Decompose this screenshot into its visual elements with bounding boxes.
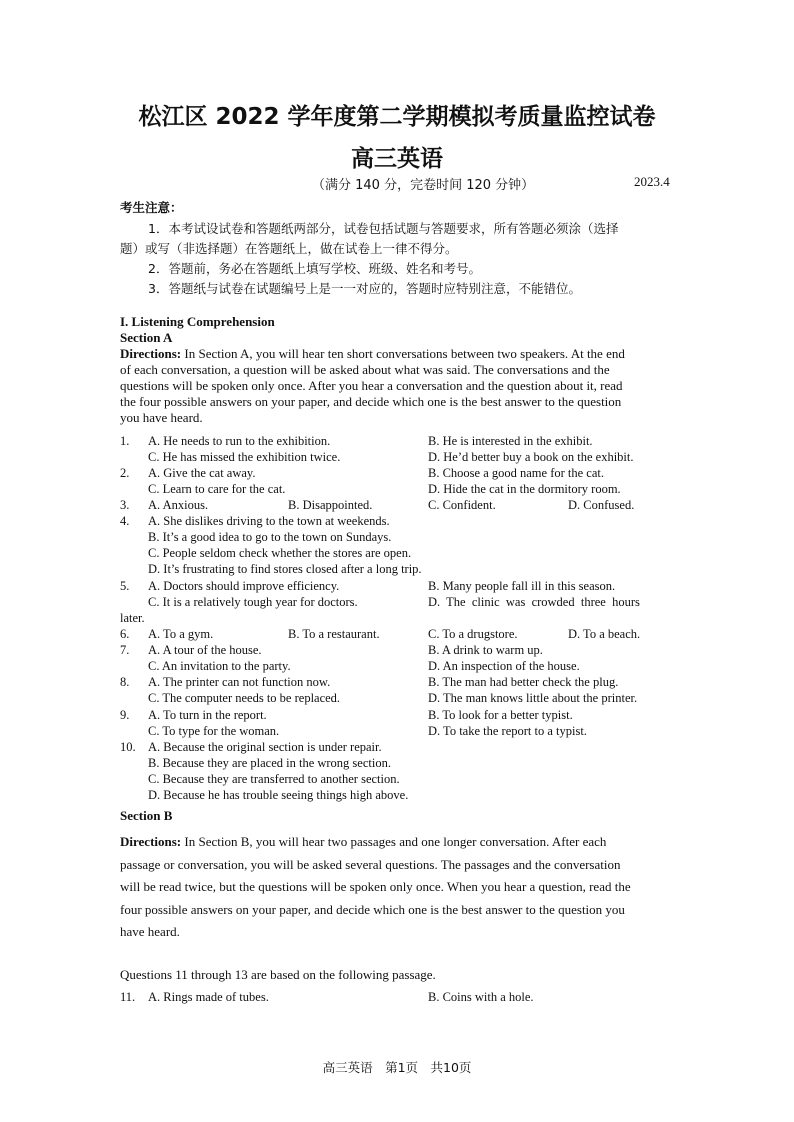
option-c: C. Confident. [428,498,496,512]
option-d: D. It’s frustrating to find stores closed after a long trip. [148,562,422,576]
exam-subject: 高三英语 [351,146,443,172]
exam-title: 松江区 2022 学年度第二学期模拟考质量监控试卷 [138,104,656,130]
option-a: A. Because the original section is under repair. [148,740,382,754]
option-d: D. The man knows little about the printer. [428,691,638,705]
option-b: B. Coins with a hole. [428,990,534,1004]
option-b: B. To look for a better typist. [428,708,573,722]
option-c: C. People seldom check whether the stores are open. [148,546,412,560]
option-d: D. He’d better buy a book on the exhibit. [428,450,634,464]
option-d: D. Confused. [568,498,635,512]
option-c: C. It is a relatively tough year for doctors. [148,595,358,609]
option-b: B. It’s a good idea to go to the town on Sundays. [148,530,392,544]
option-c: C. He has missed the exhibition twice. [148,450,341,464]
option-a: A. The printer can not function now. [148,675,331,689]
notice-item-1: 1．本考试设试卷和答题纸两部分，试卷包括试题与答题要求，所有答题必须涂（选择 [148,221,619,236]
option-b: B. Many people fall ill in this season. [428,579,616,593]
option-d: D. To a beach. [568,627,641,641]
score-time-note: （满分 140 分，完卷时间 120 分钟） [312,178,535,193]
section-a-heading: Section A [120,330,173,345]
part-heading: I. Listening Comprehension [120,314,275,329]
option-d-cont: later. [120,611,145,625]
exam-date: 2023.4 [634,174,670,189]
option-c: C. To a drugstore. [428,627,518,641]
option-a: A. He needs to run to the exhibition. [148,434,331,448]
option-b: B. Because they are placed in the wrong section. [148,756,391,770]
option-c: C. An invitation to the party. [148,659,291,673]
section-b-directions: Directions: In Section B, you will hear two passages and one longer conversation. After each passage or conversation, you will be asked several questions. The passages and the conversation will be read twice, but the questions will be spoken only once. When you hear a question, read the four possible answers on your paper, and decide which one is the best answer to the question you have heard. [120,834,631,940]
option-b: B. To a restaurant. [288,627,380,641]
option-a: A. Anxious. [148,498,209,512]
option-d: D. The clinic was crowded three hours [428,595,640,609]
option-a: A. A tour of the house. [148,643,262,657]
notice-item-3: 3．答题纸与试卷在试题编号上是一一对应的，答题时应特别注意，不能错位。 [148,281,581,296]
option-c: C. The computer needs to be replaced. [148,691,341,705]
directions-label: Directions: [120,834,182,849]
section-b-heading: Section B [120,808,173,823]
option-d: D. Because he has trouble seeing things high above. [148,788,409,802]
option-b: B. He is interested in the exhibit. [428,434,593,448]
option-a: A. To turn in the report. [148,708,267,722]
option-c: C. To type for the woman. [148,724,280,738]
option-a: A. Rings made of tubes. [148,990,269,1004]
option-d: D. Hide the cat in the dormitory room. [428,482,621,496]
section-a-directions: Directions: In Section A, you will hear ten short conversations between two speakers. At the end of each conversation, a question will be asked about what was said. The conversations and the questions will be spoken only once. After you hear a conversation and the question about it, read the four possible answers on your paper, and decide which one is the best answer to the question you have heard. [120,346,625,425]
option-c: C. Learn to care for the cat. [148,482,286,496]
option-a: A. Give the cat away. [148,466,256,480]
option-b: B. A drink to warm up. [428,643,543,657]
option-b: B. Choose a good name for the cat. [428,466,604,480]
page-footer: 高三英语 第1页 共10页 [322,1060,472,1075]
option-a: A. Doctors should improve efficiency. [148,579,340,593]
option-d: D. An inspection of the house. [428,659,580,673]
notice-item-2: 2．答题前，务必在答题纸上填写学校、班级、姓名和考号。 [148,261,481,276]
option-d: D. To take the report to a typist. [428,724,587,738]
notice-item-1-cont: 题）或写（非选择题）在答题纸上，做在试卷上一律不得分。 [120,241,458,256]
directions-label: Directions: [120,346,182,361]
option-c: C. Because they are transferred to another section. [148,772,400,786]
option-a: A. She dislikes driving to the town at weekends. [148,514,390,528]
questions-11-13-intro: Questions 11 through 13 are based on the following passage. [120,967,436,982]
notice-heading: 考生注意： [120,200,183,215]
option-a: A. To a gym. [148,627,214,641]
option-b: B. Disappointed. [288,498,373,512]
option-b: B. The man had better check the plug. [428,675,619,689]
